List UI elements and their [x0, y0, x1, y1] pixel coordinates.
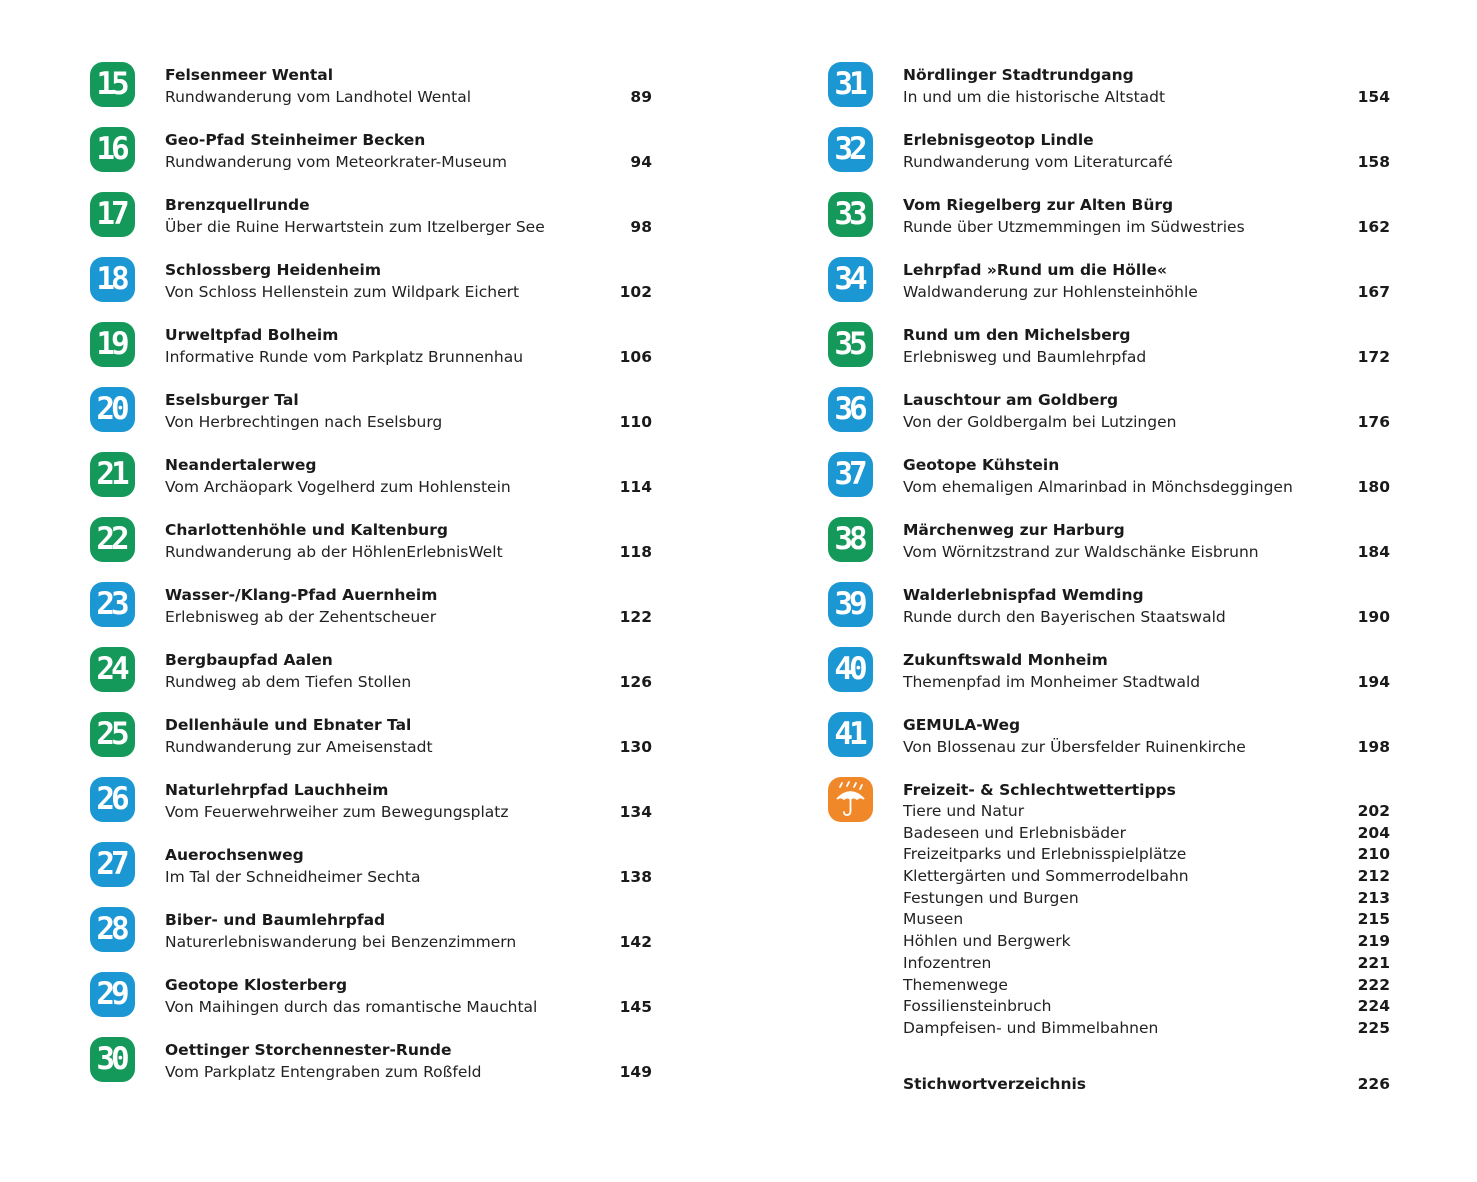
- route-number-badge: 22: [90, 517, 135, 562]
- route-entry-17[interactable]: [90, 192, 652, 257]
- tip-item[interactable]: [903, 909, 1390, 931]
- route-entry-35[interactable]: [828, 322, 1390, 387]
- route-subtitle: Vom Feuerwehrweiher zum Bewegungsplatz: [165, 803, 509, 821]
- route-title: Neandertalerweg: [165, 456, 317, 474]
- route-number-badge: 35: [828, 322, 873, 367]
- route-number-badge: 25: [90, 712, 135, 757]
- route-page-number: 89: [630, 88, 652, 106]
- route-subtitle: Vom Wörnitzstrand zur Waldschänke Eisbrunn: [903, 543, 1259, 561]
- route-entry-36[interactable]: [828, 387, 1390, 452]
- route-title: Geotope Klosterberg: [165, 976, 348, 994]
- route-subtitle: Runde durch den Bayerischen Staatswald: [903, 608, 1226, 626]
- route-page-number: 184: [1357, 543, 1390, 561]
- route-title: Walderlebnispfad Wemding: [903, 586, 1144, 604]
- route-title: Erlebnisgeotop Lindle: [903, 131, 1094, 149]
- route-entry-18[interactable]: [90, 257, 652, 322]
- route-subtitle: Waldwanderung zur Hohlensteinhöhle: [903, 283, 1198, 301]
- route-page-number: 194: [1357, 673, 1390, 691]
- route-page-number: 110: [619, 413, 652, 431]
- route-title: Naturlehrpfad Lauchheim: [165, 781, 389, 799]
- route-title: Lauschtour am Goldberg: [903, 391, 1119, 409]
- tip-label: Fossiliensteinbruch: [903, 997, 1052, 1016]
- tips-list: [903, 801, 1390, 1040]
- route-number-badge: 16: [90, 127, 135, 172]
- tip-page-number: 213: [1357, 888, 1390, 907]
- tip-label: Themenwege: [903, 975, 1008, 994]
- route-entry-15[interactable]: [90, 62, 652, 127]
- tip-label: Infozentren: [903, 953, 992, 972]
- route-entry-26[interactable]: [90, 777, 652, 842]
- route-page-number: 149: [619, 1063, 652, 1081]
- tip-label: Tiere und Natur: [903, 802, 1025, 820]
- route-number-badge: 26: [90, 777, 135, 822]
- tip-page-number: 210: [1357, 845, 1390, 864]
- route-page-number: 198: [1357, 738, 1390, 756]
- tip-item[interactable]: [903, 844, 1390, 866]
- tip-page-number: 224: [1357, 997, 1390, 1016]
- route-page-number: 130: [619, 738, 652, 756]
- route-page-number: 94: [630, 153, 652, 171]
- route-number-badge: 21: [90, 452, 135, 497]
- route-subtitle: Rundwanderung vom Literaturcafé: [903, 153, 1173, 171]
- tip-item[interactable]: [903, 953, 1390, 975]
- tip-label: Museen: [903, 910, 964, 929]
- route-title: Geo-Pfad Steinheimer Becken: [165, 131, 426, 149]
- route-entry-24[interactable]: [90, 647, 652, 712]
- toc-right-column: [828, 62, 1390, 1117]
- toc-left-column: [90, 62, 652, 1102]
- route-subtitle: Informative Runde vom Parkplatz Brunnenhau: [165, 348, 524, 366]
- route-title: Auerochsenweg: [165, 846, 304, 864]
- route-subtitle: Von Schloss Hellenstein zum Wildpark Eichert: [165, 283, 520, 301]
- route-entry-33[interactable]: [828, 192, 1390, 257]
- route-number-badge: 27: [90, 842, 135, 887]
- tip-page-number: 202: [1357, 802, 1390, 820]
- route-page-number: 102: [619, 283, 652, 301]
- route-title: Vom Riegelberg zur Alten Bürg: [903, 196, 1174, 214]
- route-entry-25[interactable]: [90, 712, 652, 777]
- tip-page-number: 225: [1357, 1018, 1390, 1037]
- route-subtitle: Vom ehemaligen Almarinbad in Mönchsdeggingen: [903, 478, 1293, 496]
- tip-label: Badeseen und Erlebnisbäder: [903, 823, 1126, 842]
- route-subtitle: Naturerlebniswanderung bei Benzenzimmern: [165, 933, 517, 951]
- route-number-badge: 15: [90, 62, 135, 107]
- route-page-number: 106: [619, 348, 652, 366]
- route-subtitle: Im Tal der Schneidheimer Sechta: [165, 868, 421, 886]
- route-entry-41[interactable]: [828, 712, 1390, 777]
- route-number-badge: 31: [828, 62, 873, 107]
- route-title: Biber- und Baumlehrpfad: [165, 911, 386, 929]
- index-page: 226: [1357, 1075, 1390, 1093]
- tip-page-number: 221: [1357, 953, 1390, 972]
- tip-item[interactable]: [903, 975, 1390, 997]
- route-page-number: 114: [619, 478, 652, 496]
- route-subtitle: Von Blossenau zur Übersfelder Ruinenkirche: [903, 738, 1246, 756]
- route-subtitle: Vom Archäopark Vogelherd zum Hohlenstein: [165, 478, 511, 496]
- route-number-badge: 39: [828, 582, 873, 627]
- route-subtitle: Rundwanderung vom Landhotel Wental: [165, 88, 472, 106]
- route-subtitle: Rundweg ab dem Tiefen Stollen: [165, 673, 412, 691]
- route-page-number: 122: [619, 608, 652, 626]
- route-page-number: 138: [619, 868, 652, 886]
- tip-page-number: 212: [1357, 867, 1390, 886]
- route-entry-30[interactable]: [90, 1037, 652, 1102]
- index-row[interactable]: [903, 1073, 1390, 1095]
- route-number-badge: 30: [90, 1037, 135, 1082]
- route-number-badge: 34: [828, 257, 873, 302]
- route-title: Zukunftswald Monheim: [903, 651, 1108, 669]
- route-page-number: 142: [619, 933, 652, 951]
- route-entry-29[interactable]: [90, 972, 652, 1037]
- route-title: Eselsburger Tal: [165, 391, 299, 409]
- route-number-badge: 18: [90, 257, 135, 302]
- route-number-badge: 37: [828, 452, 873, 497]
- tip-item[interactable]: [903, 888, 1390, 910]
- tip-page-number: 204: [1357, 823, 1390, 842]
- tip-item[interactable]: [903, 931, 1390, 953]
- route-page-number: 145: [619, 998, 652, 1016]
- route-entry-20[interactable]: [90, 387, 652, 452]
- route-page-number: 190: [1357, 608, 1390, 626]
- route-number-badge: 36: [828, 387, 873, 432]
- route-page-number: 158: [1357, 153, 1390, 171]
- route-number-badge: 41: [828, 712, 873, 757]
- route-title: Schlossberg Heidenheim: [165, 261, 381, 279]
- route-page-number: 176: [1357, 413, 1390, 431]
- route-title: GEMULA-Weg: [903, 716, 1021, 734]
- tip-page-number: 215: [1357, 910, 1390, 929]
- route-number-badge: 17: [90, 192, 135, 237]
- route-number-badge: 24: [90, 647, 135, 692]
- route-page-number: 154: [1357, 88, 1390, 106]
- route-entry-19[interactable]: [90, 322, 652, 387]
- route-title: Bergbaupfad Aalen: [165, 651, 333, 669]
- route-number-badge: 32: [828, 127, 873, 172]
- route-subtitle: Rundwanderung zur Ameisenstadt: [165, 738, 433, 756]
- tip-page-number: 222: [1357, 975, 1390, 994]
- tip-label: Festungen und Burgen: [903, 888, 1079, 907]
- route-subtitle: Über die Ruine Herwartstein zum Itzelberger See: [165, 218, 545, 236]
- tip-item[interactable]: [903, 823, 1390, 845]
- route-list-right: [828, 62, 1390, 777]
- route-page-number: 98: [630, 218, 652, 236]
- tips-section: [828, 777, 1390, 1117]
- route-number-badge: 40: [828, 647, 873, 692]
- tip-label: Höhlen und Bergwerk: [903, 932, 1071, 951]
- route-entry-23[interactable]: [90, 582, 652, 647]
- route-title: Wasser-/Klang-Pfad Auernheim: [165, 586, 438, 604]
- route-entry-27[interactable]: [90, 842, 652, 907]
- route-page-number: 134: [619, 803, 652, 821]
- route-number-badge: 19: [90, 322, 135, 367]
- route-number-badge: 29: [90, 972, 135, 1017]
- route-entry-32[interactable]: [828, 127, 1390, 192]
- route-entry-37[interactable]: [828, 452, 1390, 517]
- route-number-badge: 28: [90, 907, 135, 952]
- tip-item[interactable]: [903, 1018, 1390, 1040]
- route-subtitle: Rundwanderung vom Meteorkrater-Museum: [165, 153, 507, 171]
- route-entry-31[interactable]: [828, 62, 1390, 127]
- route-title: Felsenmeer Wental: [165, 66, 334, 84]
- tip-label: Klettergärten und Sommerrodelbahn: [903, 867, 1189, 886]
- route-subtitle: Von Maihingen durch das romantische Mauchtal: [165, 998, 538, 1016]
- route-page-number: 180: [1357, 478, 1390, 496]
- route-subtitle: Themenpfad im Monheimer Stadtwald: [903, 673, 1201, 691]
- route-entry-40[interactable]: [828, 647, 1390, 712]
- tip-page-number: 219: [1357, 932, 1390, 951]
- route-title: Lehrpfad »Rund um die Hölle«: [903, 261, 1168, 279]
- route-entry-22[interactable]: [90, 517, 652, 582]
- route-title: Oettinger Storchennester-Runde: [165, 1041, 452, 1059]
- route-entry-39[interactable]: [828, 582, 1390, 647]
- route-subtitle: Von Herbrechtingen nach Eselsburg: [165, 413, 443, 431]
- route-title: Brenzquellrunde: [165, 196, 310, 214]
- route-subtitle: Erlebnisweg und Baumlehrpfad: [903, 348, 1147, 366]
- route-title: Urweltpfad Bolheim: [165, 326, 339, 344]
- tip-label: Freizeitparks und Erlebnisspielplätze: [903, 845, 1187, 864]
- route-subtitle: Runde über Utzmemmingen im Südwestries: [903, 218, 1245, 236]
- route-page-number: 172: [1357, 348, 1390, 366]
- route-subtitle: In und um die historische Altstadt: [903, 88, 1166, 106]
- route-page-number: 162: [1357, 218, 1390, 236]
- route-title: Rund um den Michelsberg: [903, 326, 1131, 344]
- index-label: Stichwortverzeichnis: [903, 1075, 1087, 1093]
- tips-title: Freizeit- & Schlechtwettertipps: [903, 781, 1176, 799]
- route-subtitle: Rundwanderung ab der HöhlenErlebnisWelt: [165, 543, 503, 561]
- route-subtitle: Erlebnisweg ab der Zehentscheuer: [165, 608, 437, 626]
- route-subtitle: Von der Goldbergalm bei Lutzingen: [903, 413, 1177, 431]
- umbrella-rain-icon: [828, 777, 873, 822]
- route-page-number: 126: [619, 673, 652, 691]
- route-title: Märchenweg zur Harburg: [903, 521, 1125, 539]
- route-title: Charlottenhöhle und Kaltenburg: [165, 521, 448, 539]
- route-entry-21[interactable]: [90, 452, 652, 517]
- tip-item[interactable]: [903, 866, 1390, 888]
- route-page-number: 118: [619, 543, 652, 561]
- route-title: Nördlinger Stadtrundgang: [903, 66, 1134, 84]
- route-subtitle: Vom Parkplatz Entengraben zum Roßfeld: [165, 1063, 482, 1081]
- tip-item[interactable]: [903, 801, 1390, 823]
- route-number-badge: 38: [828, 517, 873, 562]
- route-number-badge: 23: [90, 582, 135, 627]
- route-entry-38[interactable]: [828, 517, 1390, 582]
- route-entry-16[interactable]: [90, 127, 652, 192]
- route-title: Geotope Kühstein: [903, 456, 1060, 474]
- route-title: Dellenhäule und Ebnater Tal: [165, 716, 412, 734]
- route-number-badge: 33: [828, 192, 873, 237]
- tip-item[interactable]: [903, 996, 1390, 1018]
- route-entry-34[interactable]: [828, 257, 1390, 322]
- route-page-number: 167: [1357, 283, 1390, 301]
- route-number-badge: 20: [90, 387, 135, 432]
- route-entry-28[interactable]: [90, 907, 652, 972]
- tip-label: Dampfeisen- und Bimmelbahnen: [903, 1018, 1159, 1037]
